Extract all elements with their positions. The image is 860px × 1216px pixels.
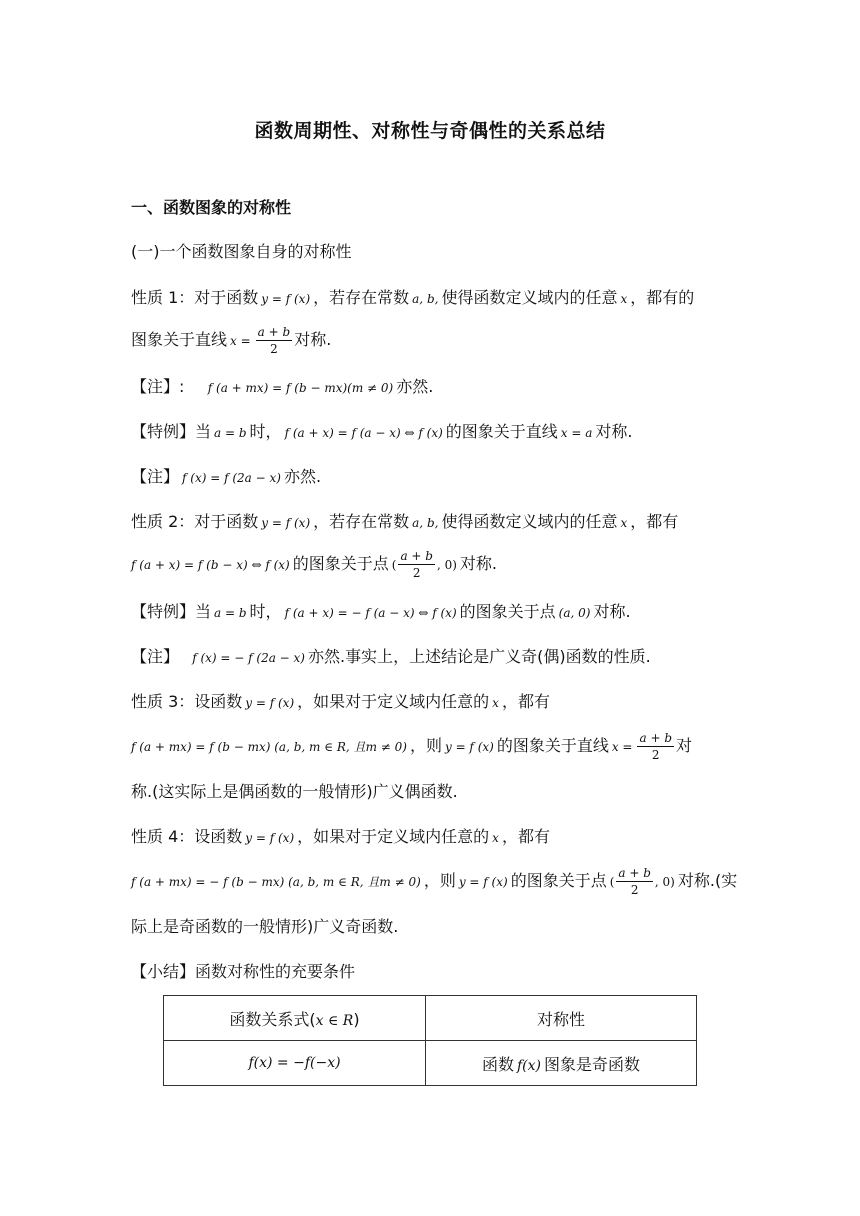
text: 的图象关于直线 <box>496 736 609 755</box>
text: 性质 1：对于函数 <box>131 288 259 307</box>
property-3-line-1 <box>131 690 550 715</box>
property-4-line-1 <box>131 825 550 850</box>
math: , 0) <box>654 875 675 889</box>
fraction <box>616 865 653 898</box>
table-row <box>164 996 697 1041</box>
math: y = f (x) <box>458 875 508 889</box>
property-1-line-1 <box>131 286 694 311</box>
text: 【特例】当 <box>131 602 212 621</box>
math: y = f (x) <box>245 696 295 710</box>
math: x <box>492 831 499 845</box>
text: 亦然. <box>283 467 322 486</box>
fraction-numerator: a + b <box>639 731 673 745</box>
text: 对称. <box>593 602 631 621</box>
fraction-numerator: a + b <box>618 866 651 880</box>
math: f (x) = − f (2a − x) <box>192 651 305 665</box>
text: 对称.(实 <box>677 871 738 890</box>
math: ( <box>609 875 615 889</box>
math: f (a + x) = f (b − x) ⇔ f (x) <box>131 558 290 572</box>
fraction <box>637 730 674 763</box>
property-4-line-3: 际上是奇函数的一般情形)广义奇函数. <box>131 917 399 936</box>
text: 的图象关于点 <box>292 554 389 573</box>
property-3-line-2 <box>131 728 692 765</box>
text: 使得函数定义域内的任意 <box>441 512 618 531</box>
text: ，都有 <box>630 512 679 531</box>
text: ，如果对于定义域内任意的 <box>297 692 490 711</box>
page-title: 函数周期性、对称性与奇偶性的关系总结 <box>254 120 606 142</box>
text: ，都有的 <box>630 288 695 307</box>
special-case-1 <box>131 420 632 445</box>
fraction-numerator: a + b <box>257 325 291 339</box>
math: x = <box>230 334 251 348</box>
property-1-line-2 <box>131 322 331 359</box>
special-case-2 <box>131 600 631 625</box>
section-heading: 一、函数图象的对称性 <box>131 198 292 217</box>
text: 使得函数定义域内的任意 <box>441 288 618 307</box>
property-4-line-2 <box>131 863 737 900</box>
fraction-numerator: a + b <box>400 549 433 563</box>
math: , 0) <box>436 558 457 572</box>
math: f (x) = f (2a − x) <box>182 471 281 485</box>
text: 图象关于直线 <box>131 330 228 349</box>
math: f (a + x) = − f (a − x) ⇔ f (x) <box>284 606 457 620</box>
math: a, b, <box>412 516 439 530</box>
text: 【注】 <box>131 467 180 486</box>
math: f(x) = −f(−x) <box>248 1055 341 1071</box>
math: x ∈ R <box>315 1012 354 1029</box>
math <box>316 1013 354 1029</box>
math: a = b <box>214 606 247 620</box>
table-cell <box>164 1041 426 1086</box>
math: y = f (x) <box>245 831 295 845</box>
text: 函数 <box>481 1054 514 1074</box>
math: x <box>492 696 499 710</box>
symmetry-conditions-table <box>163 995 697 1086</box>
fraction-denominator: 2 <box>270 342 278 356</box>
fraction-denominator: 2 <box>412 566 421 580</box>
math: x <box>620 292 628 306</box>
text: 【注】: <box>131 377 185 396</box>
math: f (a + mx) = − f (b − mx) (a, b, m ∈ R, 且m ≠ 0) <box>131 875 421 889</box>
text: 性质 3：设函数 <box>131 692 243 711</box>
text: ，若存在常数 <box>313 288 410 307</box>
math: x = a <box>560 426 593 440</box>
note-3 <box>131 645 651 670</box>
math: a = b <box>214 426 247 440</box>
math: y = f (x) <box>261 516 311 530</box>
math: f(x) <box>516 1057 541 1074</box>
math <box>517 1058 541 1074</box>
text: 【特例】当 <box>131 422 212 441</box>
table-row <box>164 1041 697 1086</box>
fraction-denominator: 2 <box>651 748 660 762</box>
property-3-line-3: 称.(这实际上是偶函数的一般情形)广义偶函数. <box>131 782 458 801</box>
fraction-denominator: 2 <box>630 883 639 897</box>
fraction <box>398 548 435 581</box>
property-2-line-2 <box>131 546 497 583</box>
text: 图象是奇函数 <box>544 1054 641 1074</box>
text: ，则 <box>423 871 456 890</box>
math: x <box>620 516 628 530</box>
subsection-heading: (一)一个函数图象自身的对称性 <box>131 242 352 261</box>
text: 【注】 <box>131 647 180 666</box>
text: ，都有 <box>501 692 550 711</box>
math: y = f (x) <box>261 292 311 306</box>
text: 性质 2：对于函数 <box>131 512 259 531</box>
math: ( <box>391 558 397 572</box>
math: a, b, <box>412 292 439 306</box>
text: 的图象关于点 <box>510 871 607 890</box>
text: 函数关系式( <box>229 1009 316 1029</box>
math: y = f (x) <box>444 740 494 754</box>
text: 亦然.事实上，上述结论是广义奇(偶)函数的性质. <box>308 647 651 666</box>
text: 对 <box>676 736 693 755</box>
text: 对称. <box>459 554 498 573</box>
table-header-cell <box>164 996 426 1041</box>
property-2-line-1 <box>131 510 678 535</box>
text: ) <box>353 1009 360 1029</box>
summary-heading: 【小结】函数对称性的充要条件 <box>131 962 356 981</box>
note-2 <box>131 465 321 490</box>
text: ，则 <box>409 736 442 755</box>
table-header-cell: 对称性 <box>426 996 697 1041</box>
math: x = <box>611 740 633 754</box>
text: 对称. <box>294 330 332 349</box>
text: 亦然. <box>396 377 434 396</box>
text: 对称. <box>595 422 633 441</box>
text: ，都有 <box>501 827 550 846</box>
math: f (a + x) = f (a − x) ⇔ f (x) <box>284 426 443 440</box>
text: 时， <box>249 422 282 441</box>
fraction <box>256 324 293 357</box>
text: ，若存在常数 <box>313 512 410 531</box>
text: ，如果对于定义域内任意的 <box>297 827 490 846</box>
text: 的图象关于直线 <box>445 422 558 441</box>
math: (a, 0) <box>558 606 591 620</box>
text: 时， <box>249 602 282 621</box>
math: f (a + mx) = f (b − mx) (a, b, m ∈ R, 且m ≠ 0) <box>131 740 407 754</box>
table-cell <box>426 1041 697 1086</box>
text: 的图象关于点 <box>459 602 556 621</box>
text: 性质 4：设函数 <box>131 827 243 846</box>
note-1 <box>131 375 433 400</box>
math: f (a + mx) = f (b − mx)(m ≠ 0) <box>207 381 394 395</box>
